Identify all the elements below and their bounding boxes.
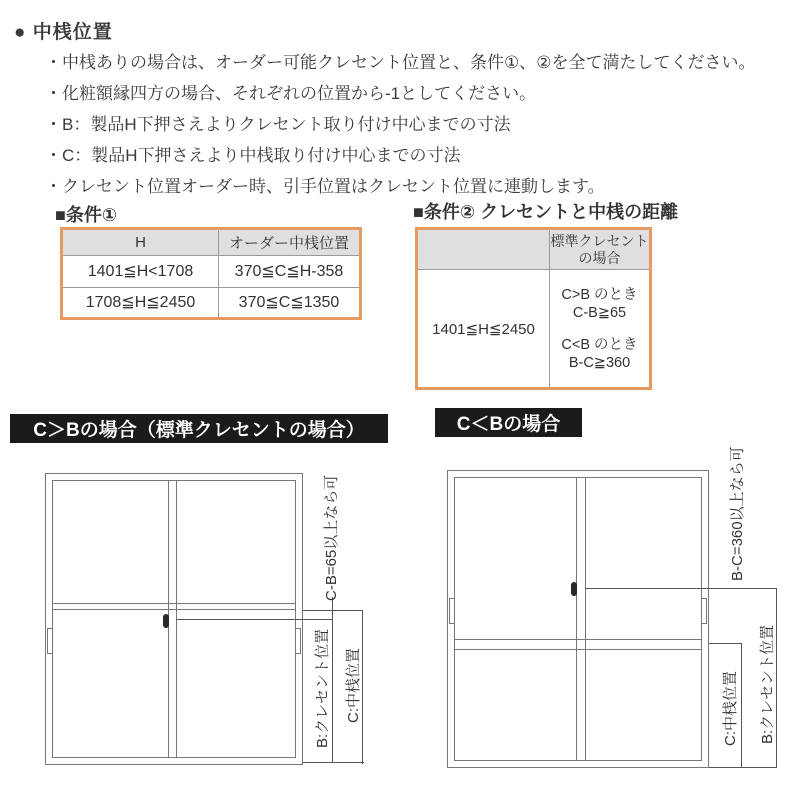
dimension-line-b	[776, 588, 777, 768]
note-line: ・クレセント位置オーダー時、引手位置はクレセント位置に連動します。	[45, 177, 605, 196]
notes-list	[45, 48, 785, 203]
extension-line-rail	[303, 610, 363, 611]
gap-dimension-label: C-B=65以上なら可	[323, 474, 340, 601]
extension-line-bottom	[303, 762, 364, 763]
diagram-left-title: C＞Bの場合（標準クレセントの場合）	[10, 414, 388, 443]
sliding-window-diagram-right	[447, 470, 709, 768]
cell-h-range: 1401≦H<1708	[62, 256, 219, 288]
note-line: ・化粧額縁四方の場合、それぞれの位置から-1としてください。	[45, 84, 537, 103]
condition2-title: ■条件② クレセントと中桟の距離	[413, 202, 679, 222]
table-header-row	[62, 229, 361, 256]
cell-c-range: 370≦C≦H-358	[219, 256, 361, 288]
crescent-lock-icon	[571, 582, 577, 596]
condition1-title: ■条件①	[55, 205, 118, 225]
condition2-table	[415, 227, 652, 390]
note-line: ・中桟ありの場合は、オーダー可能クレセント位置と、条件①、②を全て満たしてください。	[45, 53, 756, 72]
dimension-line-c	[362, 610, 363, 764]
diagram-right-title: C＜Bの場合	[435, 408, 582, 437]
condition-line: C-B≧65	[572, 304, 627, 321]
cell-conditions	[550, 270, 649, 387]
pull-handle-right	[701, 598, 707, 624]
rail-position-label: C:中桟位置	[722, 670, 739, 746]
dimension-line-b	[332, 597, 333, 763]
extension-line-bottom	[709, 767, 777, 768]
extension-line-rail	[709, 643, 742, 644]
condition-line: C>B のとき	[561, 286, 638, 303]
condition-line: B-C≧360	[568, 354, 631, 371]
crescent-lock-icon	[163, 614, 169, 628]
extension-line-crescent	[585, 588, 776, 589]
col-header-h: H	[62, 229, 219, 256]
gap-dimension-label: B-C=360以上なら可	[729, 446, 746, 581]
rail-position-label: C:中桟位置	[345, 647, 362, 723]
note-line: ・C：製品H下押さえより中桟取り付け中心までの寸法	[45, 146, 461, 165]
dimension-line-c	[741, 643, 742, 768]
table-row	[62, 287, 361, 319]
cell-h-range: 1708≦H≦2450	[62, 287, 219, 319]
pull-handle-right	[295, 628, 301, 654]
middle-rail	[454, 639, 702, 650]
middle-rail	[52, 603, 296, 610]
crescent-position-label: B:クレセント位置	[314, 628, 331, 748]
cell-c-range: 370≦C≦1350	[219, 287, 361, 319]
col-header-order-rail-position: オーダー中桟位置	[219, 229, 361, 256]
cell-h-range: 1401≦H≦2450	[432, 320, 535, 338]
crescent-position-label: B:クレセント位置	[759, 624, 776, 744]
col-header-standard-crescent: 標準クレセントの場合	[550, 232, 649, 266]
table-row	[62, 256, 361, 288]
pull-handle-left	[47, 628, 53, 654]
page-title: ● 中桟位置	[14, 22, 113, 43]
condition-line: C<B のとき	[561, 336, 638, 353]
note-line: ・B：製品H下押さえよりクレセント取り付け中心までの寸法	[45, 115, 511, 134]
pull-handle-left	[449, 598, 455, 624]
condition1-table	[60, 227, 362, 320]
meeting-stile	[576, 477, 586, 761]
extension-line-crescent	[176, 619, 333, 620]
